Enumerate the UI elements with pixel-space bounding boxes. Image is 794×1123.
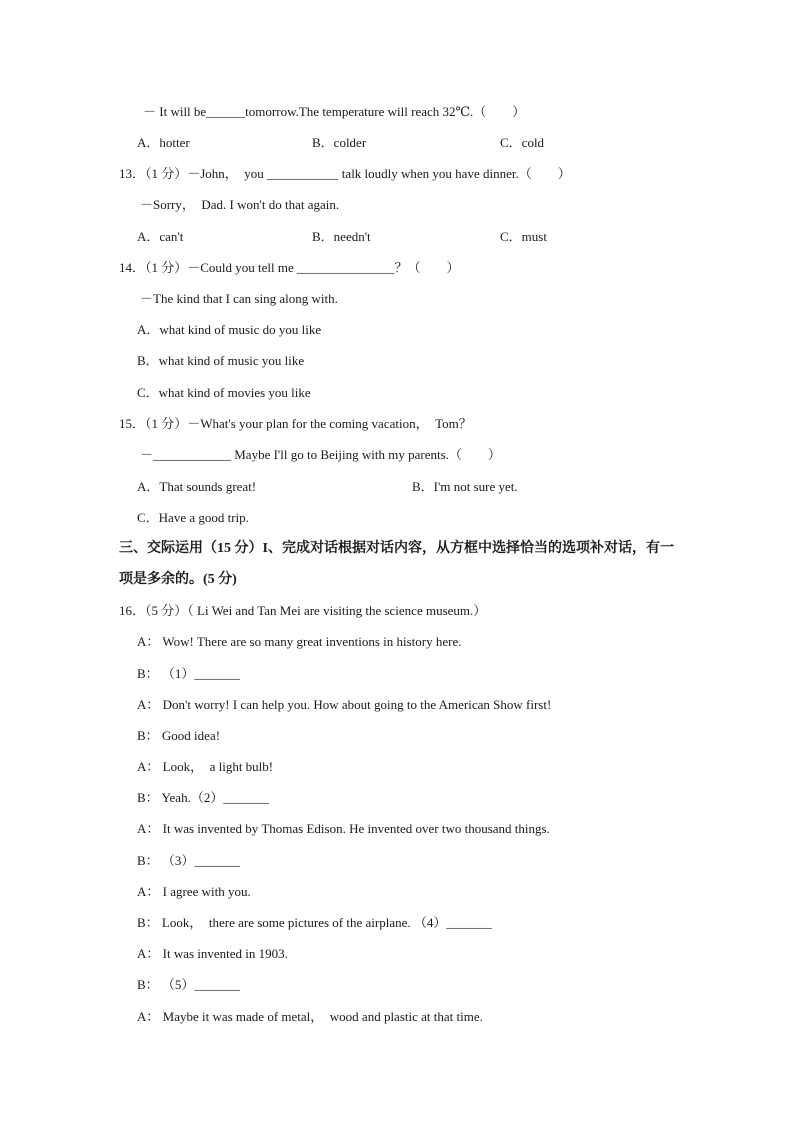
q14-stem: 14．（1 分）－Could you tell me _______________？（ ） [119,260,460,275]
q13-reply: －Sorry， Dad. I won't do that again. [140,197,340,212]
dialog-line: A： Maybe it was made of metal， wood and plastic at that time. [137,1009,483,1024]
q14-option-c: C．what kind of movies you like [137,385,311,400]
dialog-line: A： Look， a light bulb! [137,759,274,774]
dialog-line: B： Yeah.（2）_______ [137,790,269,805]
q15-reply: －____________ Maybe I'll go to Beijing with my parents.（ ） [140,447,501,462]
q15-stem: 15．（1 分）－What's your plan for the coming vacation， Tom？ [119,416,472,431]
q13-option-b: B．needn't [312,229,371,244]
dialog-line: A： It was invented in 1903. [137,946,288,961]
q14-reply: －The kind that I can sing along with. [140,291,338,306]
dialog-line: B： （1）_______ [137,666,240,681]
dialog-line: B： Good idea! [137,728,221,743]
dialog-line: A： Don't worry! I can help you. How about going to the American Show first! [137,697,552,712]
dialog-line: B： （3）_______ [137,853,240,868]
dialog-line: B： （5）_______ [137,977,240,992]
dialog-line: A： It was invented by Thomas Edison. He invented over two thousand things. [137,821,550,836]
section-3-heading-line-1: 三、交际运用（15 分）I、完成对话根据对话内容，从方框中选择恰当的选项补对话，有一 [119,541,674,556]
q12-option-c: C．cold [500,135,545,150]
q12-option-a: A．hotter [137,135,190,150]
q15-option-a: A．That sounds great! [137,479,257,494]
q13-stem: 13．（1 分）－John， you ___________ talk loudly when you have dinner.（ ） [119,166,571,181]
dialog-line: B： Look， there are some pictures of the airplane. （4）_______ [137,915,492,930]
section-3-heading-line-2: 项是多余的。(5 分) [119,572,237,587]
q13-option-a: A．can't [137,229,184,244]
q15-option-c: C．Have a good trip. [137,510,249,525]
q14-option-a: A．what kind of music do you like [137,322,322,337]
q15-option-b: B．I'm not sure yet. [412,479,518,494]
dialog-line: A： I agree with you. [137,884,251,899]
q13-option-c: C．must [500,229,547,244]
q12-stem: － It will be______tomorrow.The temperature will reach 32℃.（ ） [143,104,526,119]
q16-stem: 16．（5 分）（ Li Wei and Tan Mei are visiting the science museum.） [119,603,487,618]
q12-option-b: B．colder [312,135,367,150]
q14-option-b: B．what kind of music you like [137,353,305,368]
dialog-line: A： Wow! There are so many great inventions in history here. [137,634,462,649]
